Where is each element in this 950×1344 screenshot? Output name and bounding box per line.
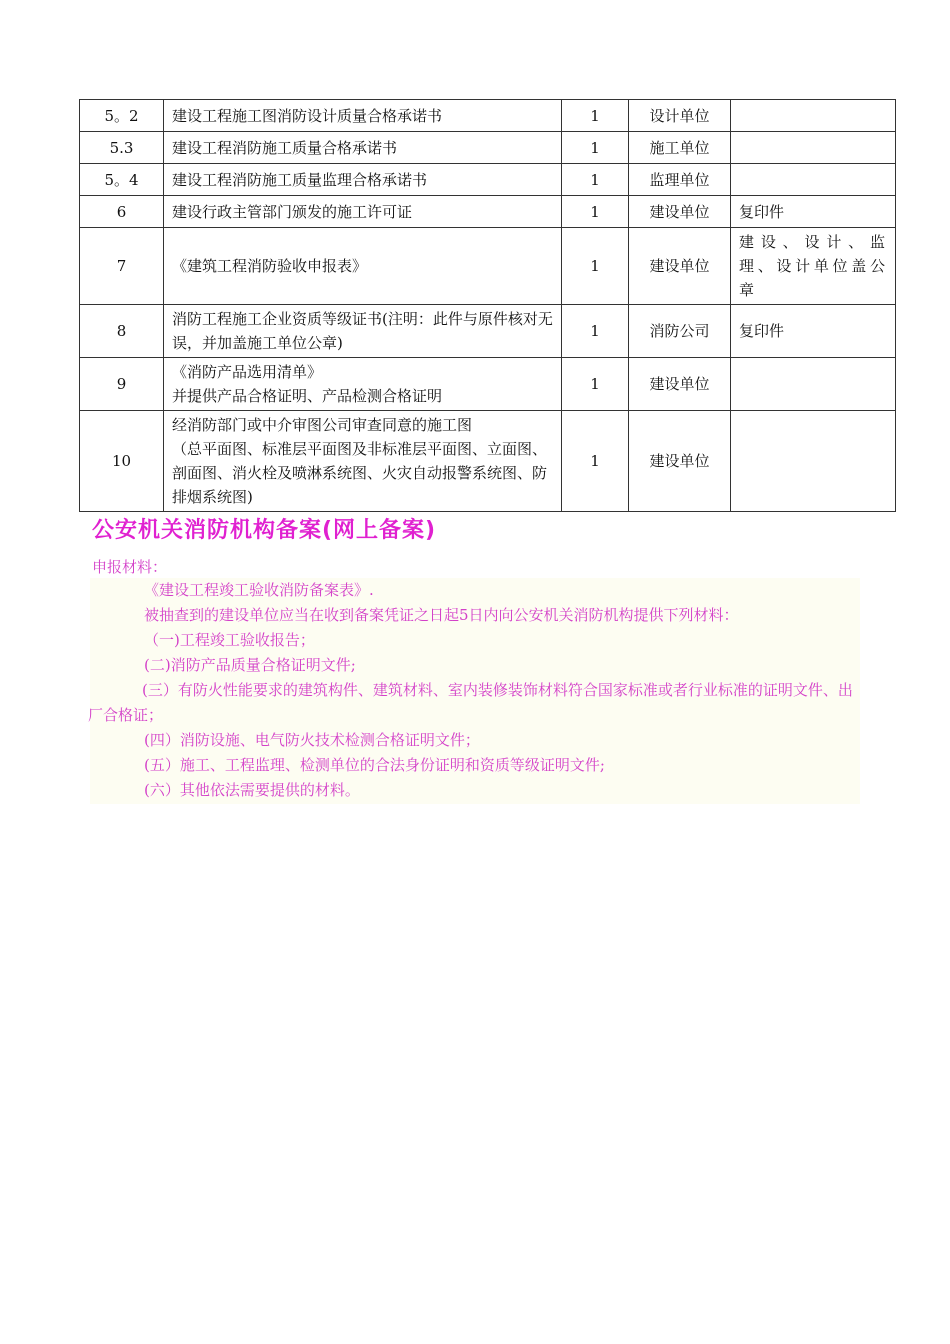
material-qty: 1: [562, 164, 629, 196]
list-item: (二)消防产品质量合格证明文件;: [144, 656, 356, 674]
table-row: [80, 228, 896, 305]
material-qty: 1: [562, 358, 629, 411]
material-note: 复印件: [731, 196, 896, 228]
material-name: 《建筑工程消防验收申报表》: [164, 228, 562, 305]
table-row: [80, 164, 896, 196]
material-name-line: 并提供产品合格证明、产品检测合格证明: [172, 387, 443, 405]
material-qty: 1: [562, 228, 629, 305]
material-qty: 1: [562, 100, 629, 132]
apply-materials-label: 申报材料：: [92, 558, 168, 576]
material-note: [731, 100, 896, 132]
list-item: 被抽查到的建设单位应当在收到备案凭证之日起5日内向公安机关消防机构提供下列材料：: [144, 606, 739, 624]
table-row: [80, 100, 896, 132]
list-item: （一)工程竣工验收报告；: [144, 631, 315, 649]
table-row: [80, 411, 896, 512]
table-row: [80, 305, 896, 358]
material-qty: 1: [562, 132, 629, 164]
materials-table: [79, 99, 896, 512]
material-qty: 1: [562, 411, 629, 512]
table-row: [80, 132, 896, 164]
material-note: 建设、设计、监理、设计单位盖公章: [731, 228, 896, 305]
material-name-line: 经消防部门或中介审图公司审查同意的施工图: [172, 416, 473, 434]
row-number: 7: [80, 228, 164, 305]
row-number: 9: [80, 358, 164, 411]
material-name: 建设行政主管部门颁发的施工许可证: [164, 196, 562, 228]
material-name: 消防工程施工企业资质等级证书(注明：此件与原件核对无误，并加盖施工单位公章): [164, 305, 562, 358]
material-unit: 建设单位: [629, 358, 731, 411]
material-name: 建设工程施工图消防设计质量合格承诺书: [164, 100, 562, 132]
row-number: 5。2: [80, 100, 164, 132]
material-unit: 监理单位: [629, 164, 731, 196]
material-unit: 施工单位: [629, 132, 731, 164]
material-name-line: 《消防产品选用清单》: [172, 363, 323, 381]
material-note: [731, 132, 896, 164]
material-name: [164, 358, 562, 411]
table-row: [80, 358, 896, 411]
material-name: 建设工程消防施工质量监理合格承诺书: [164, 164, 562, 196]
material-qty: 1: [562, 305, 629, 358]
material-unit: 建设单位: [629, 228, 731, 305]
list-item: (三）有防火性能要求的建筑构件、建筑材料、室内装修装饰材料符合国家标准或者行业标准的证明文件、出厂合格证；: [88, 681, 853, 724]
material-unit: 设计单位: [629, 100, 731, 132]
material-unit: 建设单位: [629, 411, 731, 512]
material-unit: 建设单位: [629, 196, 731, 228]
material-note: [731, 411, 896, 512]
list-item: (四）消防设施、电气防火技术检测合格证明文件；: [144, 731, 480, 749]
material-name-line: （总平面图、标准层平面图及非标准层平面图、立面图、剖面图、消火栓及喷淋系统图、火灾自动报警系统图、防排烟系统图): [172, 440, 548, 506]
material-qty: 1: [562, 196, 629, 228]
row-number: 8: [80, 305, 164, 358]
material-note: [731, 358, 896, 411]
material-note: 复印件: [731, 305, 896, 358]
material-unit: 消防公司: [629, 305, 731, 358]
table-row: [80, 196, 896, 228]
materials-list: [90, 578, 860, 804]
row-number: 10: [80, 411, 164, 512]
list-item: 《建设工程竣工验收消防备案表》.: [144, 581, 374, 599]
list-item: (六）其他依法需要提供的材料。: [144, 781, 360, 799]
material-name: [164, 411, 562, 512]
list-item: (五）施工、工程监理、检测单位的合法身份证明和资质等级证明文件;: [144, 756, 605, 774]
material-name: 建设工程消防施工质量合格承诺书: [164, 132, 562, 164]
row-number: 6: [80, 196, 164, 228]
row-number: 5。4: [80, 164, 164, 196]
material-note: [731, 164, 896, 196]
section-title: 公安机关消防机构备案(网上备案): [92, 518, 437, 543]
row-number: 5.3: [80, 132, 164, 164]
